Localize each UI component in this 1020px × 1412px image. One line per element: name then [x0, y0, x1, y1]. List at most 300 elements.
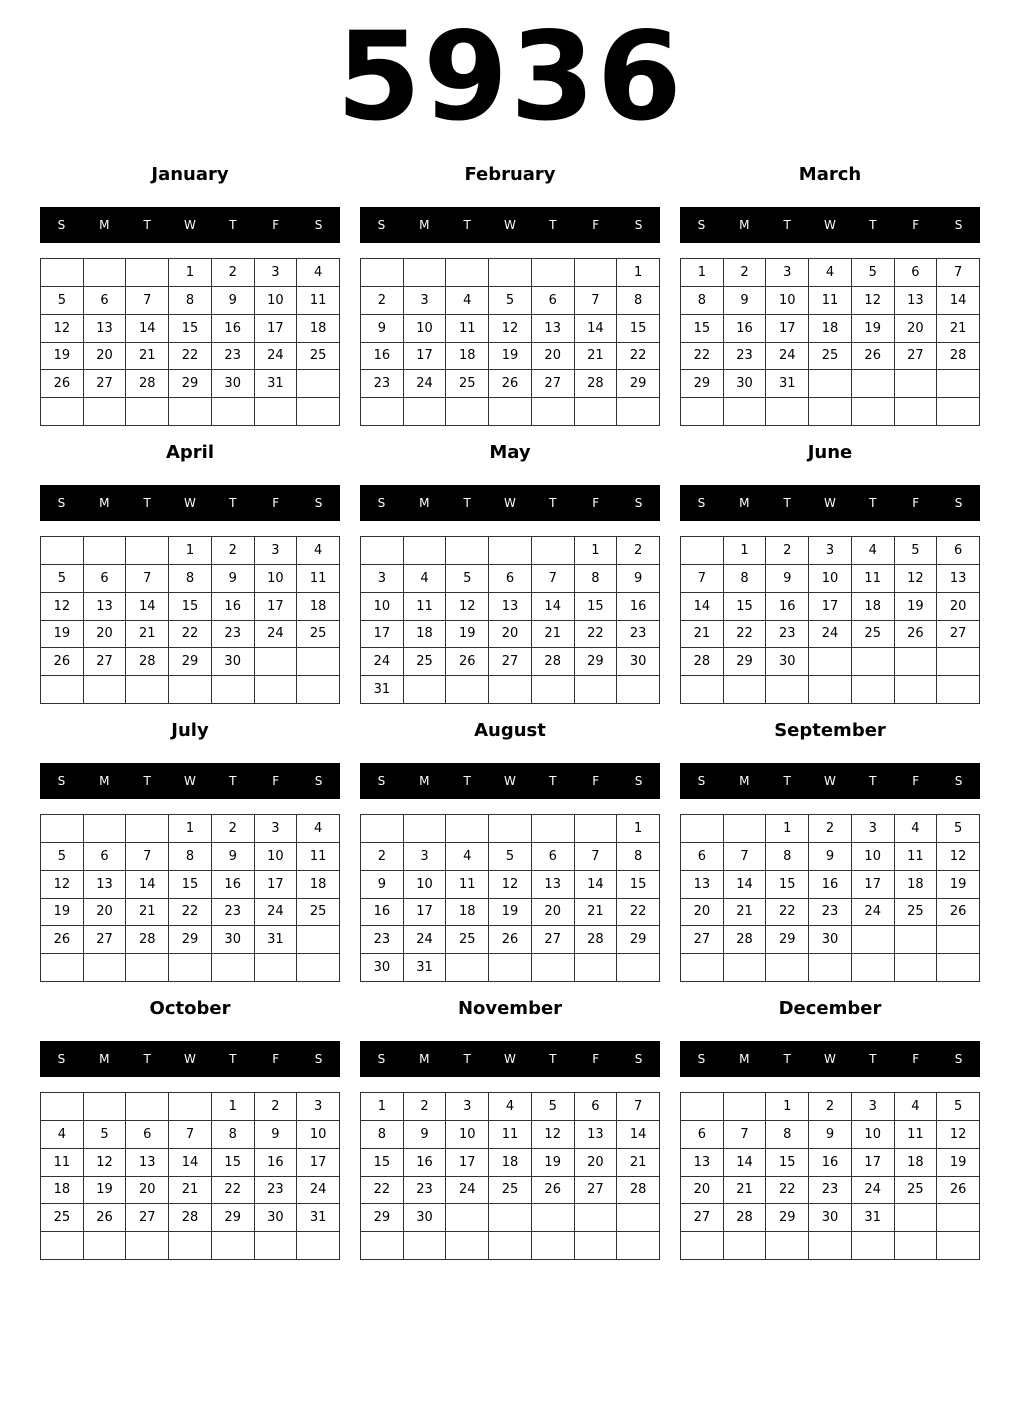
day-cell[interactable]: 26 — [84, 1204, 127, 1232]
day-cell[interactable]: 25 — [297, 621, 340, 649]
day-cell[interactable]: 19 — [489, 899, 532, 927]
day-cell[interactable]: 23 — [617, 621, 660, 649]
day-cell[interactable]: 27 — [84, 926, 127, 954]
day-cell[interactable]: 27 — [937, 621, 980, 649]
day-cell[interactable]: 9 — [212, 287, 255, 315]
day-cell[interactable]: 21 — [724, 899, 767, 927]
day-cell[interactable]: 22 — [766, 1177, 809, 1205]
day-cell[interactable]: 25 — [297, 899, 340, 927]
day-cell[interactable]: 27 — [126, 1204, 169, 1232]
day-cell[interactable]: 9 — [255, 1121, 298, 1149]
day-cell[interactable]: 20 — [575, 1149, 618, 1177]
day-cell[interactable]: 1 — [681, 259, 724, 287]
day-cell[interactable]: 30 — [361, 954, 404, 982]
day-cell[interactable]: 21 — [575, 343, 618, 371]
day-cell[interactable]: 7 — [937, 259, 980, 287]
day-cell[interactable]: 27 — [681, 1204, 724, 1232]
day-cell[interactable]: 2 — [809, 815, 852, 843]
day-cell[interactable]: 25 — [41, 1204, 84, 1232]
day-cell[interactable]: 4 — [404, 565, 447, 593]
day-cell[interactable]: 3 — [404, 843, 447, 871]
day-cell[interactable]: 22 — [169, 621, 212, 649]
day-cell[interactable]: 4 — [297, 259, 340, 287]
day-cell[interactable]: 16 — [361, 899, 404, 927]
day-cell[interactable]: 31 — [404, 954, 447, 982]
day-cell[interactable]: 26 — [937, 899, 980, 927]
day-cell[interactable]: 6 — [681, 1121, 724, 1149]
day-cell[interactable]: 28 — [532, 648, 575, 676]
day-cell[interactable]: 18 — [446, 899, 489, 927]
day-cell[interactable]: 9 — [724, 287, 767, 315]
day-cell[interactable]: 16 — [617, 593, 660, 621]
day-cell[interactable]: 11 — [809, 287, 852, 315]
day-cell[interactable]: 14 — [575, 871, 618, 899]
day-cell[interactable]: 24 — [297, 1177, 340, 1205]
day-cell[interactable]: 22 — [617, 899, 660, 927]
day-cell[interactable]: 4 — [489, 1093, 532, 1121]
day-cell[interactable]: 28 — [724, 926, 767, 954]
day-cell[interactable]: 14 — [169, 1149, 212, 1177]
day-cell[interactable]: 26 — [446, 648, 489, 676]
day-cell[interactable]: 3 — [852, 815, 895, 843]
day-cell[interactable]: 11 — [446, 871, 489, 899]
day-cell[interactable]: 27 — [532, 926, 575, 954]
day-cell[interactable]: 8 — [169, 565, 212, 593]
day-cell[interactable]: 23 — [212, 899, 255, 927]
day-cell[interactable]: 23 — [255, 1177, 298, 1205]
day-cell[interactable]: 17 — [297, 1149, 340, 1177]
day-cell[interactable]: 11 — [489, 1121, 532, 1149]
day-cell[interactable]: 12 — [937, 1121, 980, 1149]
day-cell[interactable]: 21 — [724, 1177, 767, 1205]
day-cell[interactable]: 4 — [446, 843, 489, 871]
day-cell[interactable]: 3 — [404, 287, 447, 315]
day-cell[interactable]: 29 — [724, 648, 767, 676]
day-cell[interactable]: 25 — [404, 648, 447, 676]
day-cell[interactable]: 6 — [126, 1121, 169, 1149]
day-cell[interactable]: 13 — [126, 1149, 169, 1177]
day-cell[interactable]: 2 — [212, 537, 255, 565]
day-cell[interactable]: 7 — [575, 287, 618, 315]
day-cell[interactable]: 31 — [361, 676, 404, 704]
day-cell[interactable]: 16 — [766, 593, 809, 621]
day-cell[interactable]: 16 — [404, 1149, 447, 1177]
day-cell[interactable]: 23 — [361, 926, 404, 954]
day-cell[interactable]: 12 — [852, 287, 895, 315]
day-cell[interactable]: 11 — [895, 843, 938, 871]
day-cell[interactable]: 22 — [361, 1177, 404, 1205]
day-cell[interactable]: 4 — [895, 815, 938, 843]
day-cell[interactable]: 30 — [212, 648, 255, 676]
day-cell[interactable]: 23 — [809, 899, 852, 927]
day-cell[interactable]: 1 — [361, 1093, 404, 1121]
day-cell[interactable]: 4 — [809, 259, 852, 287]
day-cell[interactable]: 13 — [681, 871, 724, 899]
day-cell[interactable]: 21 — [126, 621, 169, 649]
day-cell[interactable]: 11 — [895, 1121, 938, 1149]
day-cell[interactable]: 28 — [126, 370, 169, 398]
day-cell[interactable]: 2 — [255, 1093, 298, 1121]
day-cell[interactable]: 3 — [255, 537, 298, 565]
day-cell[interactable]: 20 — [895, 315, 938, 343]
day-cell[interactable]: 19 — [489, 343, 532, 371]
day-cell[interactable]: 28 — [169, 1204, 212, 1232]
day-cell[interactable]: 26 — [852, 343, 895, 371]
day-cell[interactable]: 29 — [212, 1204, 255, 1232]
day-cell[interactable]: 28 — [681, 648, 724, 676]
day-cell[interactable]: 28 — [617, 1177, 660, 1205]
day-cell[interactable]: 8 — [617, 287, 660, 315]
day-cell[interactable]: 18 — [297, 315, 340, 343]
day-cell[interactable]: 17 — [852, 871, 895, 899]
day-cell[interactable]: 26 — [937, 1177, 980, 1205]
day-cell[interactable]: 6 — [532, 287, 575, 315]
day-cell[interactable]: 17 — [404, 899, 447, 927]
day-cell[interactable]: 1 — [169, 815, 212, 843]
day-cell[interactable]: 7 — [681, 565, 724, 593]
day-cell[interactable]: 21 — [937, 315, 980, 343]
day-cell[interactable]: 8 — [724, 565, 767, 593]
day-cell[interactable]: 12 — [937, 843, 980, 871]
day-cell[interactable]: 17 — [809, 593, 852, 621]
day-cell[interactable]: 1 — [766, 1093, 809, 1121]
day-cell[interactable]: 8 — [617, 843, 660, 871]
day-cell[interactable]: 7 — [724, 843, 767, 871]
day-cell[interactable]: 8 — [766, 843, 809, 871]
day-cell[interactable]: 9 — [404, 1121, 447, 1149]
day-cell[interactable]: 9 — [212, 565, 255, 593]
day-cell[interactable]: 2 — [724, 259, 767, 287]
day-cell[interactable]: 3 — [766, 259, 809, 287]
day-cell[interactable]: 25 — [895, 899, 938, 927]
day-cell[interactable]: 20 — [84, 899, 127, 927]
day-cell[interactable]: 24 — [255, 343, 298, 371]
day-cell[interactable]: 14 — [126, 315, 169, 343]
day-cell[interactable]: 28 — [126, 648, 169, 676]
day-cell[interactable]: 30 — [212, 370, 255, 398]
day-cell[interactable]: 21 — [681, 621, 724, 649]
day-cell[interactable]: 31 — [766, 370, 809, 398]
day-cell[interactable]: 22 — [169, 899, 212, 927]
day-cell[interactable]: 13 — [84, 871, 127, 899]
day-cell[interactable]: 6 — [681, 843, 724, 871]
day-cell[interactable]: 30 — [724, 370, 767, 398]
day-cell[interactable]: 25 — [852, 621, 895, 649]
day-cell[interactable]: 22 — [169, 343, 212, 371]
day-cell[interactable]: 14 — [681, 593, 724, 621]
day-cell[interactable]: 17 — [446, 1149, 489, 1177]
day-cell[interactable]: 24 — [809, 621, 852, 649]
day-cell[interactable]: 30 — [766, 648, 809, 676]
day-cell[interactable]: 19 — [446, 621, 489, 649]
day-cell[interactable]: 8 — [169, 287, 212, 315]
day-cell[interactable]: 8 — [212, 1121, 255, 1149]
day-cell[interactable]: 5 — [84, 1121, 127, 1149]
day-cell[interactable]: 29 — [617, 926, 660, 954]
day-cell[interactable]: 14 — [937, 287, 980, 315]
day-cell[interactable]: 19 — [895, 593, 938, 621]
day-cell[interactable]: 22 — [575, 621, 618, 649]
day-cell[interactable]: 1 — [169, 537, 212, 565]
day-cell[interactable]: 6 — [84, 843, 127, 871]
day-cell[interactable]: 17 — [255, 315, 298, 343]
day-cell[interactable]: 9 — [361, 315, 404, 343]
day-cell[interactable]: 6 — [84, 565, 127, 593]
day-cell[interactable]: 11 — [297, 287, 340, 315]
day-cell[interactable]: 23 — [766, 621, 809, 649]
day-cell[interactable]: 10 — [255, 843, 298, 871]
day-cell[interactable]: 2 — [212, 259, 255, 287]
day-cell[interactable]: 2 — [404, 1093, 447, 1121]
day-cell[interactable]: 22 — [212, 1177, 255, 1205]
day-cell[interactable]: 7 — [575, 843, 618, 871]
day-cell[interactable]: 30 — [255, 1204, 298, 1232]
day-cell[interactable]: 12 — [41, 315, 84, 343]
day-cell[interactable]: 21 — [617, 1149, 660, 1177]
day-cell[interactable]: 24 — [255, 899, 298, 927]
day-cell[interactable]: 15 — [575, 593, 618, 621]
day-cell[interactable]: 30 — [212, 926, 255, 954]
day-cell[interactable]: 18 — [895, 1149, 938, 1177]
day-cell[interactable]: 7 — [617, 1093, 660, 1121]
day-cell[interactable]: 20 — [532, 343, 575, 371]
day-cell[interactable]: 14 — [724, 1149, 767, 1177]
day-cell[interactable]: 17 — [404, 343, 447, 371]
day-cell[interactable]: 16 — [212, 315, 255, 343]
day-cell[interactable]: 9 — [766, 565, 809, 593]
day-cell[interactable]: 15 — [169, 593, 212, 621]
day-cell[interactable]: 19 — [852, 315, 895, 343]
day-cell[interactable]: 14 — [126, 593, 169, 621]
day-cell[interactable]: 27 — [84, 370, 127, 398]
day-cell[interactable]: 10 — [255, 287, 298, 315]
day-cell[interactable]: 21 — [126, 899, 169, 927]
day-cell[interactable]: 5 — [489, 843, 532, 871]
day-cell[interactable]: 11 — [297, 843, 340, 871]
day-cell[interactable]: 18 — [489, 1149, 532, 1177]
day-cell[interactable]: 23 — [724, 343, 767, 371]
day-cell[interactable]: 9 — [361, 871, 404, 899]
day-cell[interactable]: 10 — [446, 1121, 489, 1149]
day-cell[interactable]: 20 — [489, 621, 532, 649]
day-cell[interactable]: 20 — [681, 1177, 724, 1205]
day-cell[interactable]: 15 — [617, 315, 660, 343]
day-cell[interactable]: 24 — [255, 621, 298, 649]
day-cell[interactable]: 8 — [681, 287, 724, 315]
day-cell[interactable]: 29 — [169, 648, 212, 676]
day-cell[interactable]: 2 — [617, 537, 660, 565]
day-cell[interactable]: 7 — [126, 287, 169, 315]
day-cell[interactable]: 14 — [724, 871, 767, 899]
day-cell[interactable]: 12 — [446, 593, 489, 621]
day-cell[interactable]: 4 — [297, 815, 340, 843]
day-cell[interactable]: 28 — [575, 926, 618, 954]
day-cell[interactable]: 7 — [724, 1121, 767, 1149]
day-cell[interactable]: 13 — [937, 565, 980, 593]
day-cell[interactable]: 29 — [361, 1204, 404, 1232]
day-cell[interactable]: 18 — [404, 621, 447, 649]
day-cell[interactable]: 1 — [169, 259, 212, 287]
day-cell[interactable]: 29 — [766, 926, 809, 954]
day-cell[interactable]: 18 — [895, 871, 938, 899]
day-cell[interactable]: 12 — [532, 1121, 575, 1149]
day-cell[interactable]: 7 — [169, 1121, 212, 1149]
day-cell[interactable]: 8 — [361, 1121, 404, 1149]
day-cell[interactable]: 5 — [852, 259, 895, 287]
day-cell[interactable]: 5 — [895, 537, 938, 565]
day-cell[interactable]: 3 — [852, 1093, 895, 1121]
day-cell[interactable]: 26 — [41, 370, 84, 398]
day-cell[interactable]: 17 — [255, 593, 298, 621]
day-cell[interactable]: 17 — [361, 621, 404, 649]
day-cell[interactable]: 31 — [297, 1204, 340, 1232]
day-cell[interactable]: 1 — [212, 1093, 255, 1121]
day-cell[interactable]: 18 — [41, 1177, 84, 1205]
day-cell[interactable]: 24 — [404, 370, 447, 398]
day-cell[interactable]: 21 — [126, 343, 169, 371]
day-cell[interactable]: 22 — [681, 343, 724, 371]
day-cell[interactable]: 15 — [724, 593, 767, 621]
day-cell[interactable]: 11 — [852, 565, 895, 593]
day-cell[interactable]: 12 — [41, 871, 84, 899]
day-cell[interactable]: 3 — [255, 815, 298, 843]
day-cell[interactable]: 16 — [809, 1149, 852, 1177]
day-cell[interactable]: 26 — [41, 926, 84, 954]
day-cell[interactable]: 26 — [895, 621, 938, 649]
day-cell[interactable]: 16 — [212, 871, 255, 899]
day-cell[interactable]: 29 — [169, 926, 212, 954]
day-cell[interactable]: 10 — [297, 1121, 340, 1149]
day-cell[interactable]: 22 — [617, 343, 660, 371]
day-cell[interactable]: 25 — [297, 343, 340, 371]
day-cell[interactable]: 3 — [446, 1093, 489, 1121]
day-cell[interactable]: 5 — [41, 843, 84, 871]
day-cell[interactable]: 29 — [766, 1204, 809, 1232]
day-cell[interactable]: 27 — [489, 648, 532, 676]
day-cell[interactable]: 6 — [84, 287, 127, 315]
day-cell[interactable]: 20 — [84, 621, 127, 649]
day-cell[interactable]: 4 — [852, 537, 895, 565]
day-cell[interactable]: 23 — [361, 370, 404, 398]
day-cell[interactable]: 6 — [575, 1093, 618, 1121]
day-cell[interactable]: 3 — [255, 259, 298, 287]
day-cell[interactable]: 19 — [41, 343, 84, 371]
day-cell[interactable]: 6 — [937, 537, 980, 565]
day-cell[interactable]: 2 — [766, 537, 809, 565]
day-cell[interactable]: 16 — [809, 871, 852, 899]
day-cell[interactable]: 30 — [809, 926, 852, 954]
day-cell[interactable]: 20 — [937, 593, 980, 621]
day-cell[interactable]: 11 — [41, 1149, 84, 1177]
day-cell[interactable]: 13 — [84, 315, 127, 343]
day-cell[interactable]: 28 — [126, 926, 169, 954]
day-cell[interactable]: 29 — [681, 370, 724, 398]
day-cell[interactable]: 1 — [724, 537, 767, 565]
day-cell[interactable]: 4 — [41, 1121, 84, 1149]
day-cell[interactable]: 13 — [575, 1121, 618, 1149]
day-cell[interactable]: 13 — [532, 315, 575, 343]
day-cell[interactable]: 5 — [41, 565, 84, 593]
day-cell[interactable]: 20 — [84, 343, 127, 371]
day-cell[interactable]: 5 — [937, 1093, 980, 1121]
day-cell[interactable]: 15 — [617, 871, 660, 899]
day-cell[interactable]: 19 — [41, 621, 84, 649]
day-cell[interactable]: 28 — [724, 1204, 767, 1232]
day-cell[interactable]: 30 — [404, 1204, 447, 1232]
day-cell[interactable]: 24 — [852, 1177, 895, 1205]
day-cell[interactable]: 31 — [852, 1204, 895, 1232]
day-cell[interactable]: 23 — [212, 343, 255, 371]
day-cell[interactable]: 5 — [532, 1093, 575, 1121]
day-cell[interactable]: 20 — [532, 899, 575, 927]
day-cell[interactable]: 22 — [724, 621, 767, 649]
day-cell[interactable]: 27 — [84, 648, 127, 676]
day-cell[interactable]: 21 — [532, 621, 575, 649]
day-cell[interactable]: 11 — [404, 593, 447, 621]
day-cell[interactable]: 15 — [169, 315, 212, 343]
day-cell[interactable]: 27 — [895, 343, 938, 371]
day-cell[interactable]: 10 — [809, 565, 852, 593]
day-cell[interactable]: 13 — [84, 593, 127, 621]
day-cell[interactable]: 18 — [809, 315, 852, 343]
day-cell[interactable]: 18 — [297, 593, 340, 621]
day-cell[interactable]: 25 — [895, 1177, 938, 1205]
day-cell[interactable]: 24 — [852, 899, 895, 927]
day-cell[interactable]: 19 — [937, 1149, 980, 1177]
day-cell[interactable]: 16 — [212, 593, 255, 621]
day-cell[interactable]: 5 — [489, 287, 532, 315]
day-cell[interactable]: 2 — [809, 1093, 852, 1121]
day-cell[interactable]: 15 — [766, 1149, 809, 1177]
day-cell[interactable]: 12 — [41, 593, 84, 621]
day-cell[interactable]: 12 — [895, 565, 938, 593]
day-cell[interactable]: 29 — [575, 648, 618, 676]
day-cell[interactable]: 20 — [681, 899, 724, 927]
day-cell[interactable]: 9 — [617, 565, 660, 593]
day-cell[interactable]: 23 — [212, 621, 255, 649]
day-cell[interactable]: 12 — [489, 871, 532, 899]
day-cell[interactable]: 19 — [532, 1149, 575, 1177]
day-cell[interactable]: 25 — [489, 1177, 532, 1205]
day-cell[interactable]: 21 — [575, 899, 618, 927]
day-cell[interactable]: 8 — [575, 565, 618, 593]
day-cell[interactable]: 3 — [809, 537, 852, 565]
day-cell[interactable]: 15 — [766, 871, 809, 899]
day-cell[interactable]: 3 — [297, 1093, 340, 1121]
day-cell[interactable]: 1 — [766, 815, 809, 843]
day-cell[interactable]: 8 — [169, 843, 212, 871]
day-cell[interactable]: 13 — [681, 1149, 724, 1177]
day-cell[interactable]: 6 — [532, 843, 575, 871]
day-cell[interactable]: 16 — [724, 315, 767, 343]
day-cell[interactable]: 11 — [446, 315, 489, 343]
day-cell[interactable]: 17 — [255, 871, 298, 899]
day-cell[interactable]: 13 — [532, 871, 575, 899]
day-cell[interactable]: 4 — [446, 287, 489, 315]
day-cell[interactable]: 26 — [532, 1177, 575, 1205]
day-cell[interactable]: 10 — [766, 287, 809, 315]
day-cell[interactable]: 10 — [361, 593, 404, 621]
day-cell[interactable]: 14 — [126, 871, 169, 899]
day-cell[interactable]: 9 — [809, 843, 852, 871]
day-cell[interactable]: 7 — [126, 843, 169, 871]
day-cell[interactable]: 10 — [404, 315, 447, 343]
day-cell[interactable]: 24 — [446, 1177, 489, 1205]
day-cell[interactable]: 27 — [681, 926, 724, 954]
day-cell[interactable]: 12 — [84, 1149, 127, 1177]
day-cell[interactable]: 31 — [255, 926, 298, 954]
day-cell[interactable]: 24 — [361, 648, 404, 676]
